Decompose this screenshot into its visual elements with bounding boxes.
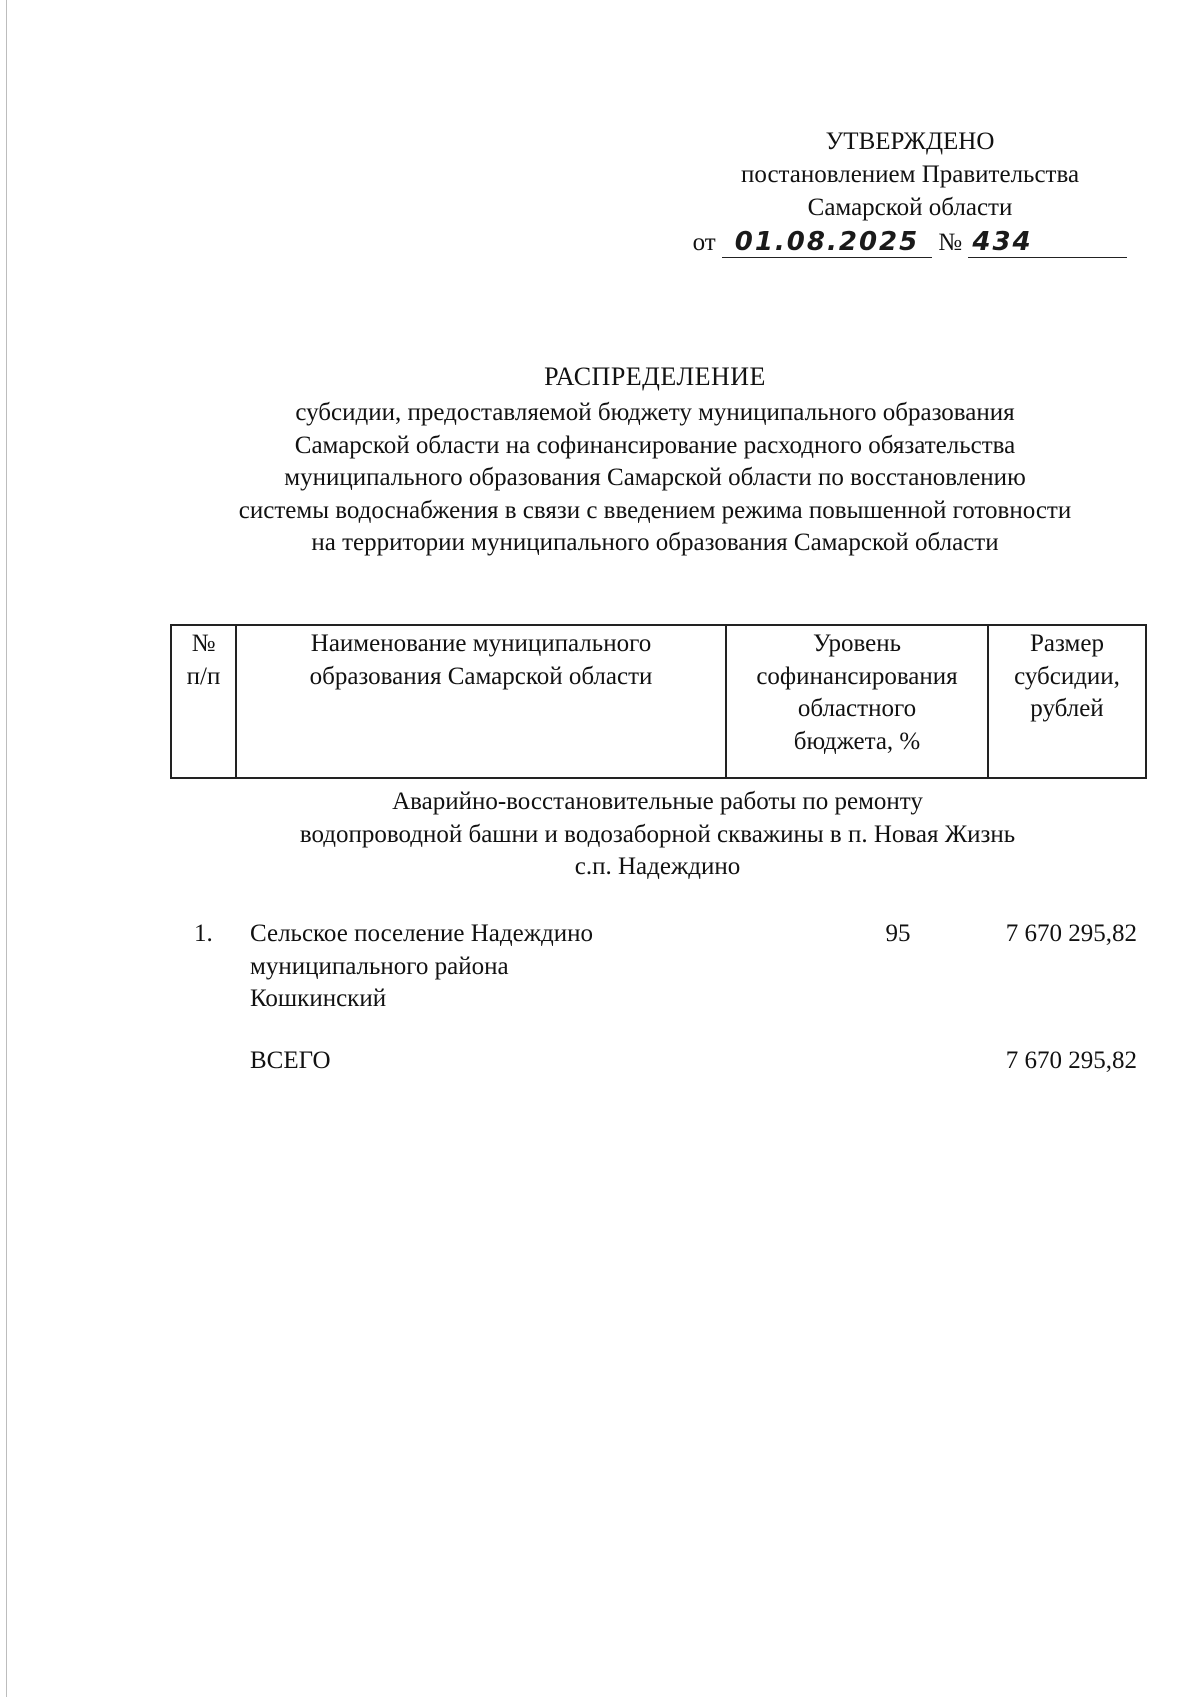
approval-line-2: Самарской области [807,194,1013,221]
row-level: 95 [885,920,911,947]
number-label: № [938,229,963,256]
subtitle-line: субсидии, предоставляемой бюджету муниципального образования [295,399,1015,426]
date-prefix: от [692,229,716,256]
allocation-table [170,624,1147,779]
header-cofinancing-level: Уровень софинансирования областного бюджета, % [726,625,988,778]
approval-heading: УТВЕРЖДЕНО [825,128,995,155]
row-amount: 7 670 295,82 [1005,920,1137,947]
header-number: № п/п [171,625,236,778]
approval-line-1: постановлением Правительства [740,161,1080,188]
number-field [968,228,1127,258]
approval-stamp [680,125,1140,259]
total-label: ВСЕГО [250,1047,331,1074]
row-municipality: Сельское поселение Надеждино муниципального района Кошкинский [250,920,593,1012]
subtitle-line: системы водоснабжения в связи с введением режима повышенной готовности [238,496,1072,524]
header-municipality: Наименование муниципального образования Самарской области [236,625,726,778]
approval-date-line [680,226,1140,259]
header-subsidy-amount: Размер субсидии, рублей [988,625,1146,778]
document-subtitle [170,397,1140,560]
date-field [722,228,932,258]
table-header-row [171,625,1146,778]
subtitle-line: Самарской области на софинансирование расходного обязательства [294,431,1016,459]
section-heading [170,786,1145,884]
row-number: 1. [194,920,213,947]
handwritten-date: 01.08.2025 [734,227,920,257]
section-line: водопроводной башни и водозаборной скважины в п. Новая Жизнь [299,820,1016,848]
handwritten-number: 434 [972,227,1033,257]
section-line: с.п. Надеждино [574,853,741,880]
scan-edge [6,0,7,1697]
subtitle-line: муниципального образования Самарской области по восстановлению [284,464,1026,491]
subtitle-line: на территории муниципального образования Самарской области [311,529,999,556]
section-line: Аварийно-восстановительные работы по ремонту [392,788,923,815]
total-amount: 7 670 295,82 [1005,1047,1137,1074]
document-title: РАСПРЕДЕЛЕНИЕ [544,362,766,391]
